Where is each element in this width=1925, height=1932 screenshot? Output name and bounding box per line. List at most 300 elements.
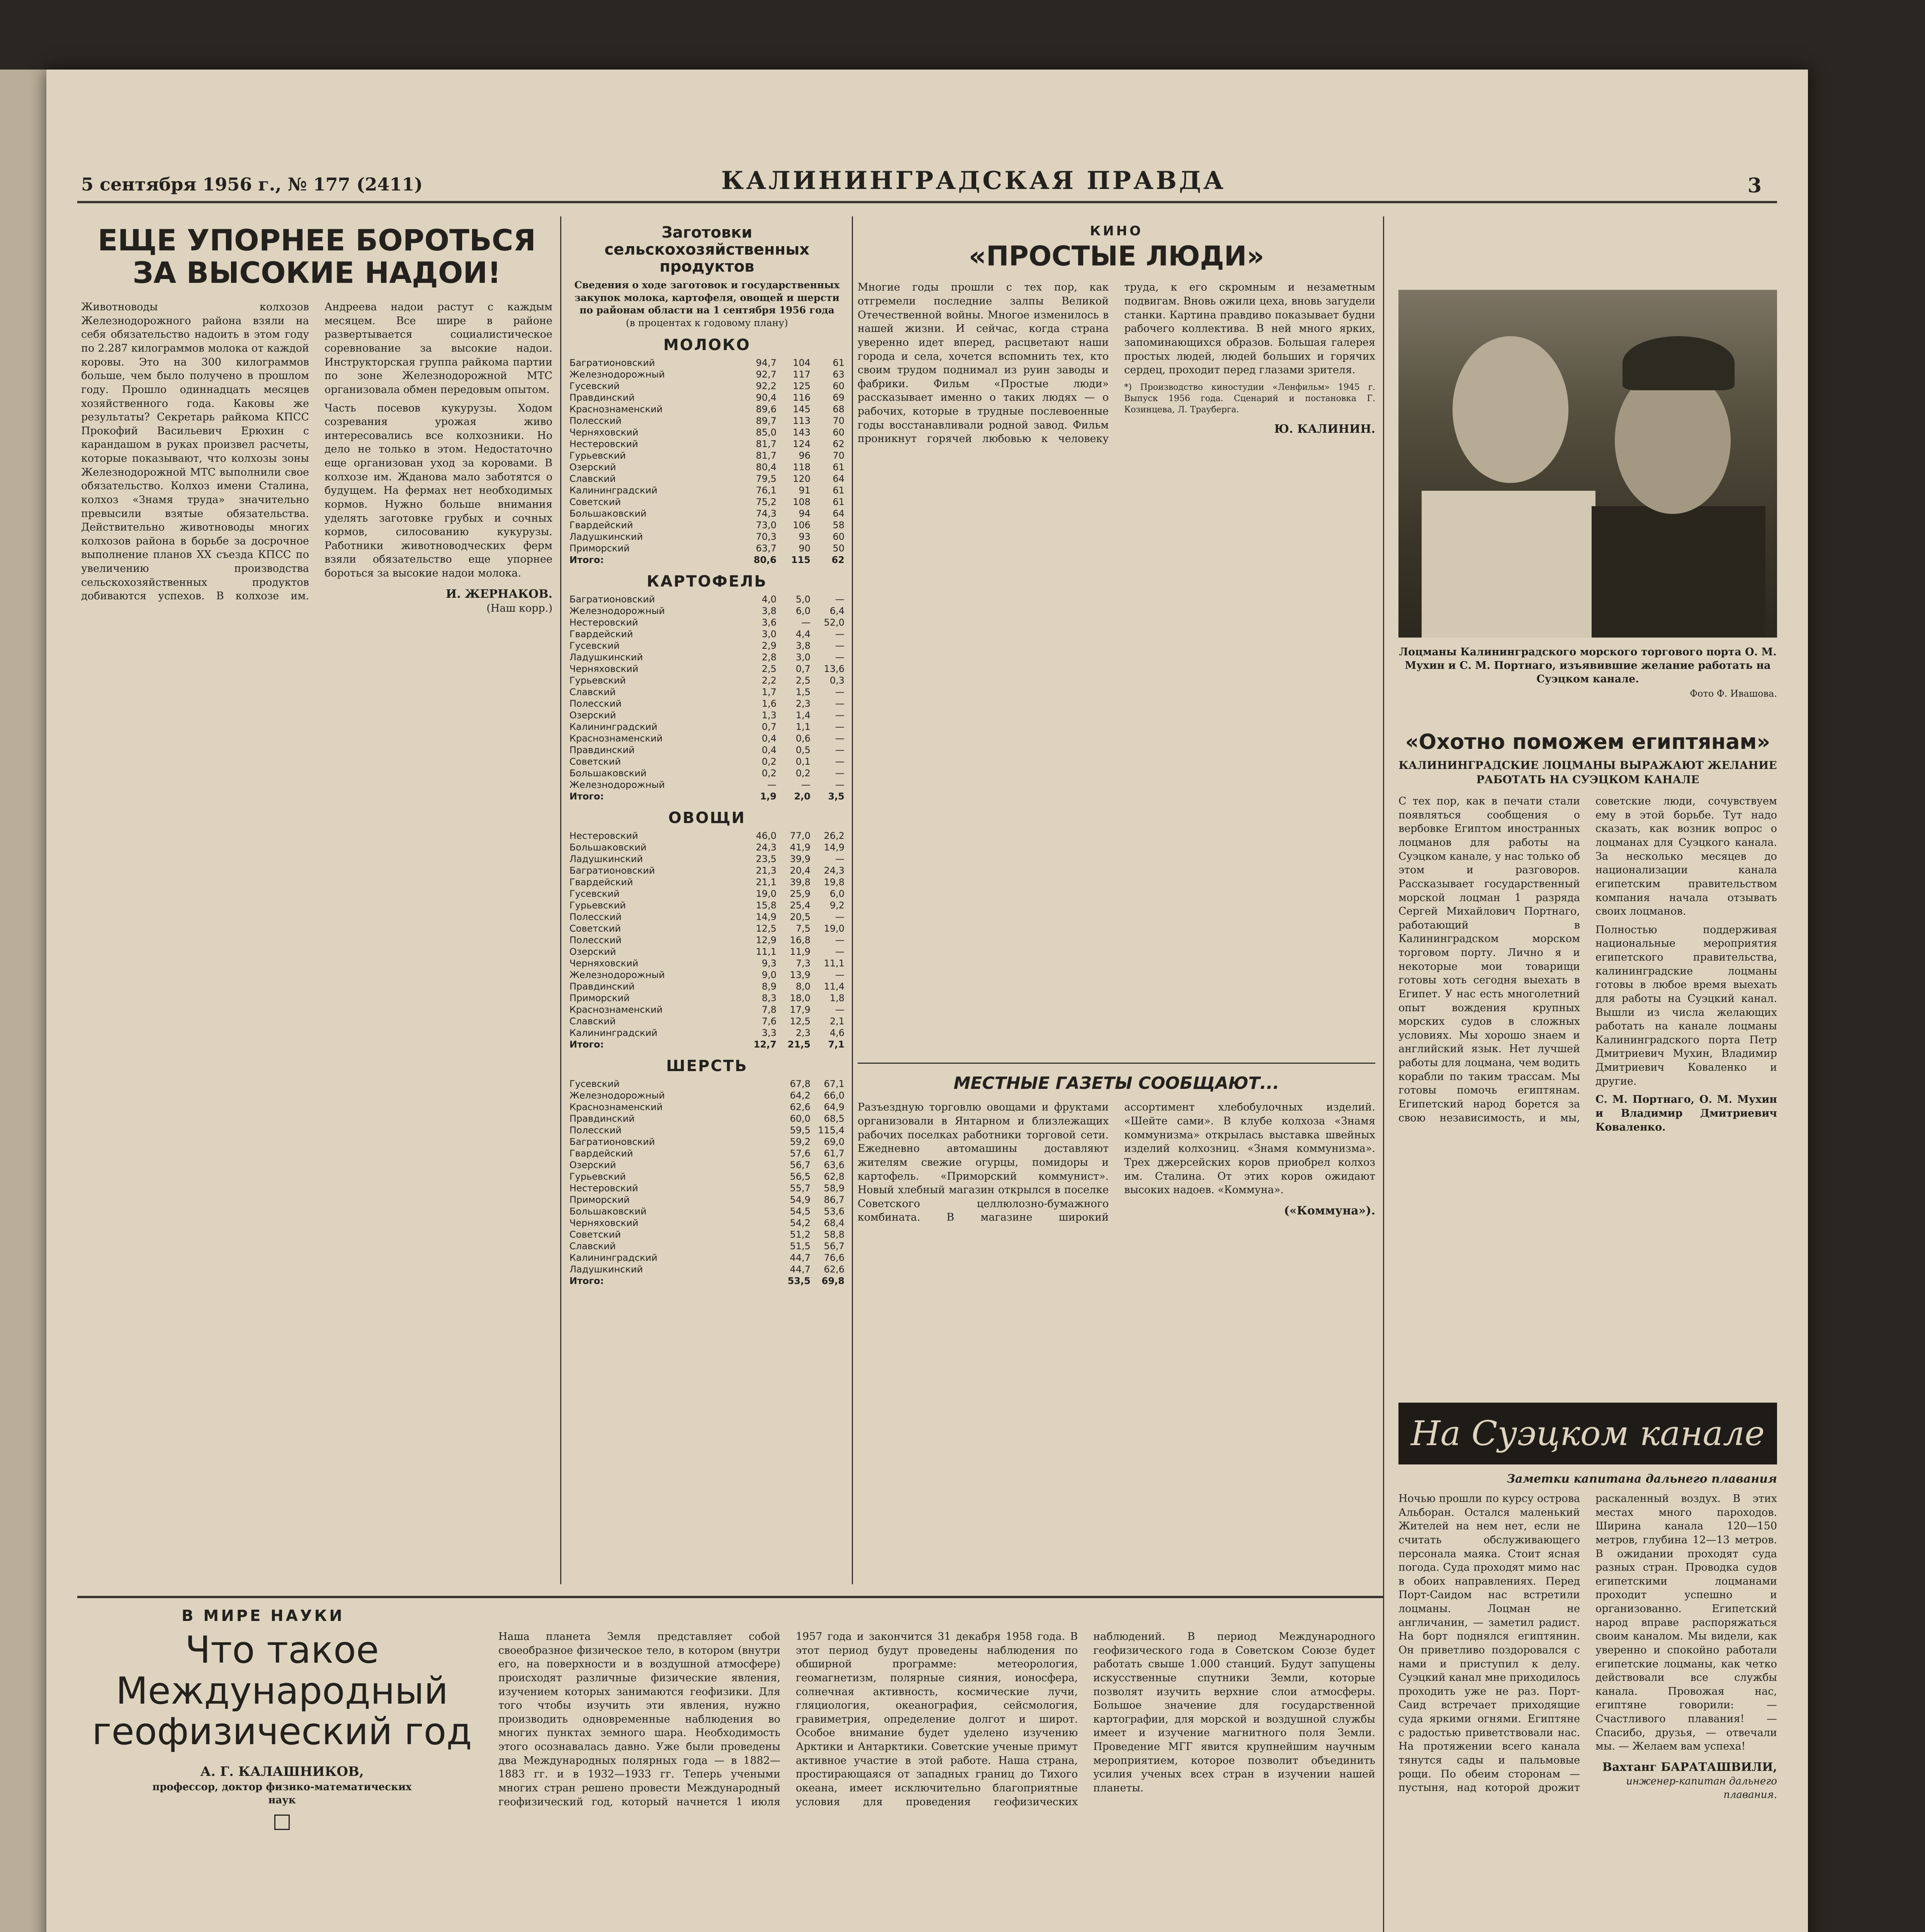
vegetable-value: 11,1 (824, 958, 844, 969)
milk-district: Багратионовский (569, 357, 655, 368)
milk-district: Полесский (569, 415, 622, 426)
vegetable-row (568, 830, 846, 842)
milk-district: Гвардейский (569, 520, 633, 531)
wool-value: 62,6 (790, 1102, 810, 1112)
egypt-article (1398, 726, 1777, 1391)
potato-district: Гвардейский (569, 629, 633, 639)
vegetable-value: 11,9 (790, 946, 810, 957)
wool-district: Гвардейский (569, 1148, 633, 1159)
wool-district: Ладушкинский (569, 1264, 643, 1275)
milk-value: 70 (833, 450, 844, 461)
vegetable-district: Славский (569, 1016, 616, 1027)
suez-kicker: Заметки капитана дальнего плавания (1507, 1472, 1777, 1486)
vegetable-district: Полесский (569, 912, 622, 922)
milk-value: 62 (831, 554, 844, 565)
vegetable-value: — (835, 969, 844, 980)
vegetable-value: 7,8 (761, 1004, 776, 1015)
wool-row (568, 1171, 846, 1182)
milk-value: 108 (793, 497, 810, 507)
vegetable-value: 12,5 (756, 923, 776, 934)
wool-district: Правдинский (569, 1113, 635, 1124)
potato-value: 0,4 (761, 745, 776, 755)
milk-value: 124 (793, 439, 810, 449)
wool-value: 54,9 (790, 1194, 810, 1205)
milk-value: 91 (799, 485, 810, 496)
suez-signature-note: инженер-капитан дальнего плавания. (1626, 1776, 1777, 1801)
vegetable-district: Багратионовский (569, 865, 655, 876)
pilots-photo (1398, 290, 1777, 638)
wool-district: Озерский (569, 1160, 616, 1170)
wool-row (568, 1090, 846, 1101)
wool-value: 59,5 (790, 1125, 810, 1136)
science-top-rule (77, 1596, 1383, 1598)
cinema-signature: Ю. КАЛИНИН. (1274, 422, 1375, 436)
vegetable-district: Гусевский (569, 888, 620, 899)
milk-value: 60 (833, 381, 844, 391)
milk-value: 143 (793, 427, 810, 438)
milk-row (568, 473, 846, 485)
wool-value: 56,7 (790, 1160, 810, 1170)
potato-value: — (835, 698, 844, 709)
wool-section-title: ШЕРСТЬ (666, 1057, 748, 1075)
vegetable-value: 12,9 (756, 935, 776, 946)
milk-value: 89,7 (756, 415, 776, 426)
milk-value: 70,3 (756, 531, 776, 542)
potato-row (568, 791, 846, 802)
milk-value: 104 (793, 357, 810, 368)
milk-row (568, 415, 846, 427)
vegetable-value: 41,9 (790, 842, 810, 853)
vegetable-value: — (835, 1004, 844, 1015)
vegetable-value: 19,8 (824, 877, 844, 888)
wool-value: 44,7 (790, 1252, 810, 1263)
vegetable-value: 77,0 (790, 830, 810, 841)
vegetable-section-title: ОВОЩИ (668, 809, 746, 827)
potato-value: — (835, 640, 844, 651)
potato-value: 0,1 (795, 756, 810, 767)
milk-district: Правдинский (569, 392, 635, 403)
vegetable-value: 9,3 (761, 958, 776, 969)
wool-value: 54,5 (790, 1206, 810, 1217)
milk-row (568, 519, 846, 531)
potato-row (568, 767, 846, 779)
milk-district: Краснознаменский (569, 404, 663, 415)
milk-value: 63 (833, 369, 844, 380)
science-body: Наша планета Земля представляет собой своеобразное физическое тело, в котором (внутри его, на поверхности и в воздушной атмосфере) происходят различные физические явления, изучением которых занимаются геофизики. Для того чтобы изучить эти явления, нужно производить одновременные наблюдения во многих пунктах земного шара. Необходимость этого осознавалась давно. Уже были проведены два Международных полярных года — в 1882—1883 гг. и в 1932—1933 гг. Теперь учеными многих стран решено провести Международный геофизический год, который начнется 1 июля 1957 года и закончится 31 декабря 1958 года. В этот период будут проведены наблюдения по обширной программе: метеорология, геомагнетизм, полярные сияния, ионосфера, солнечная активность, космические лучи, гляциология, океанография, сейсмология, гравиметрия, определение долгот и широт. Особое внимание будет уделено изучению Арктики и Антарктики. Советские ученые примут активное участие в этой работе. Наша страна, простирающаяся от западных границ до Тихого океана, имеет исключительно благоприятные условия для проведения геофизических наблюдений. В период Международного геофизического года в Советском Союзе будет работать свыше 1.000 станций. Будут запущены искусственные спутники Земли, которые позволят изучить верхние слои атмосферы. Большое значение для государственной картографии, для морской и воздушной службы имеет и изучение магнитного поля Земли. Проведение МГГ явится крупнейшим научным мероприятием, которое позволит объединить усилия ученых всех стран в изучении нашей планеты. (498, 1631, 1375, 1808)
cinema-footnote: *) Производство киностудии «Ленфильм» 1945 г. Выпуск 1956 года. Сценарий и постановка Г. Козинцева, Л. Трауберга. (1124, 382, 1375, 415)
vegetable-district: Озерский (569, 946, 616, 957)
vegetable-value: — (835, 946, 844, 957)
potato-district: Большаковский (569, 768, 647, 779)
potato-value: 0,5 (795, 745, 810, 755)
potato-row (568, 756, 846, 767)
vegetable-value: 14,9 (756, 912, 776, 922)
stats-title: Заготовки сельскохозяйственных продуктов (604, 224, 810, 276)
potato-value: — (835, 594, 844, 605)
suez-banner: На Суэцком канале (1398, 1403, 1777, 1464)
cinema-review (858, 216, 1375, 1059)
milk-value: 81,7 (756, 439, 776, 449)
milk-row (568, 427, 846, 438)
milk-district: Приморский (569, 543, 630, 554)
potato-row (568, 617, 846, 628)
milk-district: Нестеровский (569, 439, 638, 449)
milk-value: 117 (793, 369, 810, 380)
wool-district: Краснознаменский (569, 1102, 663, 1112)
potato-row (568, 779, 846, 791)
wool-row (568, 1124, 846, 1136)
vegetable-value: 3,3 (761, 1027, 776, 1038)
vegetable-row (568, 900, 846, 911)
vegetable-district: Калининградский (569, 1027, 658, 1038)
wool-district: Гурьевский (569, 1171, 626, 1182)
milk-value: 61 (833, 462, 844, 473)
potato-value: 4,0 (761, 594, 776, 605)
milk-value: 90,4 (756, 392, 776, 403)
potato-value: 0,7 (795, 663, 810, 674)
vegetable-value: 26,2 (824, 830, 844, 841)
potato-value: 2,9 (761, 640, 776, 651)
milk-value: 106 (793, 520, 810, 531)
milk-value: 64 (833, 508, 844, 519)
potato-value: — (835, 733, 844, 744)
vegetable-value: 1,8 (829, 993, 844, 1003)
vegetable-district: Гурьевский (569, 900, 626, 911)
local-news-rule (858, 1063, 1375, 1064)
wool-value: 64,2 (790, 1090, 810, 1101)
vegetable-district: Большаковский (569, 842, 647, 853)
potato-value: — (835, 652, 844, 663)
vegetable-row (568, 992, 846, 1004)
vegetable-value: 39,9 (790, 854, 810, 864)
article-high-yields-body: Животноводы колхозов Железнодорожного района взяли на себя обязательство надоить в этом году по 2.287 килограммов молока от каждой коровы. Это на 300 килограммов больше, чем было получено в прошлом году. Прошло одиннадцать месяцев хозяйственного года. Каковы же результаты? Секретарь райкома КПСС Прокофий Васильевич Ерюхин с карандашом в руках произвел расчеты, которые показывают, что колхозы зоны Железнодорожной МТС выполнили свое обязательство. Колхоз имени Сталина, колхоз «Знамя труда» значительно превысили взятые обязательства. Действительно животноводы многих колхозов района в борьбе за досрочное выполнение планов XX съезда КПСС по увеличению производства сельскохозяйственных продуктов добиваются успехов. В колхозе им. Андреева надои растут с каждым месяцем. Все шире в районе развертывается социалистическое соревнование за высокие надои. Инструкторская группа райкома партии по зоне Железнодорожной МТС организовала обмен передовым опытом. Часть посевов кукурузы. Ходом созревания урожая живо интересовались все колхозники. Но дело не только в этом. Недостаточно еще организован уход за коровами. В колхозе им. Жданова мало заботятся о будущем. На фермах нет необходимых кормов. Нужно больше внимания уделять заготовке грубых и сочных кормов, силосованию кукурузы. Работники животноводческих ферм взяли обязательство еще упорнее бороться за высокие надои молока. И. ЖЕРНАКОВ. (Наш корр.) (81, 300, 552, 616)
milk-value: 61 (833, 497, 844, 507)
potato-district: Полесский (569, 698, 622, 709)
vegetable-district: Краснознаменский (569, 1004, 663, 1015)
potato-value: 0,6 (795, 733, 810, 744)
wool-value: 44,7 (790, 1264, 810, 1275)
milk-value: 50 (833, 543, 844, 554)
potato-value: 0,7 (761, 721, 776, 732)
vegetable-value: 8,0 (795, 981, 810, 992)
vegetable-row (568, 911, 846, 923)
issue-date: 5 сентября 1956 г., № 177 (2411) (81, 174, 423, 195)
vegetable-value: 7,1 (828, 1039, 844, 1050)
milk-value: 79,5 (756, 473, 776, 484)
potato-value: — (835, 721, 844, 732)
suez-body: Ночью прошли по курсу острова Альборан. Остался маленький Жителей на нем нет, если не считать обслуживающего персонала маяка. Стоит ясная погода. Суда проходят мимо нас в обоих направлениях. Перед Порт-Саидом нас встретили лоцманы. Лоцман не англичанин, — заметил радист. На борт поднялся египтянин. Он приветливо поздоровался с нами и приступил к делу. Суэцкий канал мне приходилось проходить уже не раз. Порт-Саид встречает приходящие суда яркими огнями. Египтяне с радостью приветствовали нас. На протяжении всего канала тянутся сады и пальмовые рощи. По обеим сторонам — пустыня, над которой дрожит раскаленный воздух. В этих местах много пароходов. Ширина канала 120—150 метров, глубина 12—13 метров. В ожидании проходят суда разных стран. Проводка судов египетскими лоцманами проходит успешно и организованно. Египетский народ вправе распоряжаться своим каналом. Мы видели, как уверенно и спокойно работали египетские лоцманы, как четко действовали все службы канала. Провожая нас, египтяне говорили: — Счастливого плавания! — Спасибо, друзья, — отвечали мы. — Желаем вам успеха! Вахтанг БАРАТАШВИЛИ, инженер-капитан дальнего плавания. (1398, 1492, 1777, 1801)
vegetable-table (568, 830, 846, 1050)
page-number: 3 (1747, 174, 1762, 197)
wool-value: 57,6 (790, 1148, 810, 1159)
potato-value: — (835, 779, 844, 790)
milk-value: 73,0 (756, 520, 776, 531)
suez-signature: Вахтанг БАРАТАШВИЛИ, (1602, 1760, 1777, 1774)
photo-credit: Фото Ф. Ивашова. (1690, 688, 1777, 699)
potato-district: Гусевский (569, 640, 620, 651)
potato-value: 1,9 (760, 791, 776, 802)
potato-district: Гурьевский (569, 675, 626, 686)
milk-row (568, 357, 846, 369)
article-high-yields-signature-note: (Наш корр.) (486, 602, 552, 615)
vegetable-value: 20,4 (790, 865, 810, 876)
vegetable-value: 17,9 (790, 1004, 810, 1015)
potato-value: 3,8 (761, 605, 776, 616)
wool-value: 68,4 (824, 1218, 844, 1228)
wool-row (568, 1136, 846, 1148)
milk-value: 120 (793, 473, 810, 484)
science-article (81, 1604, 1375, 1932)
vegetable-value: 21,5 (787, 1039, 810, 1050)
vegetable-value: 24,3 (824, 865, 844, 876)
wool-value: 69,8 (821, 1276, 844, 1286)
potato-value: 0,3 (829, 675, 844, 686)
milk-value: 125 (793, 381, 810, 391)
wool-value: 51,5 (790, 1241, 810, 1252)
milk-table (568, 357, 846, 566)
milk-district: Калининградский (569, 485, 658, 496)
vegetable-value: 39,8 (790, 877, 810, 888)
milk-district: Советский (569, 497, 621, 507)
milk-value: 62 (833, 439, 844, 449)
vegetable-district: Гвардейский (569, 877, 633, 888)
potato-value: 1,7 (761, 687, 776, 697)
milk-value: 64 (833, 473, 844, 484)
potato-value: 2,8 (761, 652, 776, 663)
milk-district: Славский (569, 473, 616, 484)
wool-row (568, 1182, 846, 1194)
vegetable-district: Нестеровский (569, 830, 638, 841)
vegetable-value: 46,0 (756, 830, 776, 841)
wool-value: 55,7 (790, 1183, 810, 1194)
wool-value: 51,2 (790, 1229, 810, 1240)
milk-district: Большаковский (569, 508, 647, 519)
wool-district: Приморский (569, 1194, 630, 1205)
wool-value: 61,7 (824, 1148, 844, 1159)
vegetable-row (568, 853, 846, 865)
wool-value: 54,2 (790, 1218, 810, 1228)
local-news-sources: («Коммуна»). (1284, 1204, 1375, 1218)
wool-row (568, 1275, 846, 1287)
wool-value: 56,7 (824, 1241, 844, 1252)
vegetable-value: — (835, 854, 844, 864)
potato-value: 1,5 (795, 687, 810, 697)
milk-row (568, 380, 846, 392)
vegetable-value: 8,3 (761, 993, 776, 1003)
milk-district: Гурьевский (569, 450, 626, 461)
potato-value: — (801, 779, 810, 790)
potato-value: 1,6 (761, 698, 776, 709)
potato-value: — (767, 779, 776, 790)
potato-table (568, 594, 846, 802)
potato-value: 6,4 (829, 605, 844, 616)
potato-value: 1,3 (761, 710, 776, 721)
potato-value: 1,4 (795, 710, 810, 721)
wool-value: 56,5 (790, 1171, 810, 1182)
wool-value: 62,6 (824, 1264, 844, 1275)
previous-page-edge (0, 70, 46, 1932)
potato-value: 3,5 (828, 791, 844, 802)
wool-row (568, 1240, 846, 1252)
potato-district: Калининградский (569, 721, 658, 732)
potato-value: — (801, 617, 810, 628)
milk-value: 60 (833, 531, 844, 542)
vegetable-value: 20,5 (790, 912, 810, 922)
potato-row (568, 594, 846, 605)
vegetable-value: 7,6 (761, 1016, 776, 1027)
vegetable-value: 23,5 (756, 854, 776, 864)
wool-value: 59,2 (790, 1136, 810, 1147)
milk-district: Итого: (569, 554, 604, 565)
wool-district: Калининградский (569, 1252, 658, 1263)
vegetable-district: Полесский (569, 935, 622, 946)
potato-value: 1,1 (795, 721, 810, 732)
local-news (858, 1070, 1375, 1584)
local-news-title: МЕСТНЫЕ ГАЗЕТЫ СООБЩАЮТ... (953, 1073, 1279, 1093)
wool-district: Гусевский (569, 1078, 620, 1089)
vegetable-row (568, 865, 846, 876)
potato-row (568, 663, 846, 675)
potato-row (568, 721, 846, 733)
vegetable-row (568, 876, 846, 888)
wool-value: 63,6 (824, 1160, 844, 1170)
vegetable-value: 18,0 (790, 993, 810, 1003)
vegetable-row (568, 957, 846, 969)
milk-value: 94 (799, 508, 810, 519)
vegetable-value: 21,1 (756, 877, 776, 888)
potato-value: 3,8 (795, 640, 810, 651)
vegetable-district: Железнодорожный (569, 969, 665, 980)
wool-district: Багратионовский (569, 1136, 655, 1147)
wool-value: 60,0 (790, 1113, 810, 1124)
vegetable-value: 14,9 (824, 842, 844, 853)
vegetable-row (568, 842, 846, 853)
milk-row (568, 508, 846, 519)
wool-district: Нестеровский (569, 1183, 638, 1194)
vegetable-value: 9,0 (761, 969, 776, 980)
vegetable-district: Итого: (569, 1039, 604, 1050)
milk-row (568, 403, 846, 415)
wool-district: Железнодорожный (569, 1090, 665, 1101)
milk-value: 61 (833, 485, 844, 496)
vegetable-value: 7,5 (795, 923, 810, 934)
potato-row (568, 709, 846, 721)
wool-row (568, 1194, 846, 1206)
milk-district: Озерский (569, 462, 616, 473)
milk-value: 118 (793, 462, 810, 473)
wool-row (568, 1252, 846, 1264)
wool-value: 64,9 (824, 1102, 844, 1112)
science-author: А. Г. КАЛАШНИКОВ, (200, 1764, 364, 1779)
potato-row (568, 640, 846, 651)
vegetable-value: 4,6 (829, 1027, 844, 1038)
milk-value: 80,6 (753, 554, 776, 565)
wool-district: Большаковский (569, 1206, 647, 1217)
milk-value: 113 (793, 415, 810, 426)
potato-section-title: КАРТОФЕЛЬ (647, 573, 767, 590)
wool-value: 58,9 (824, 1183, 844, 1194)
wool-value: 115,4 (818, 1125, 844, 1136)
milk-value: 85,0 (756, 427, 776, 438)
milk-row (568, 450, 846, 461)
potato-value: 2,5 (795, 675, 810, 686)
wool-value: 53,6 (824, 1206, 844, 1217)
milk-value: 68 (833, 404, 844, 415)
milk-row (568, 438, 846, 450)
vegetable-value: 7,3 (795, 958, 810, 969)
milk-value: 93 (799, 531, 810, 542)
potato-value: 3,0 (795, 652, 810, 663)
header-rule (77, 201, 1777, 203)
potato-row (568, 698, 846, 709)
potato-value: — (835, 745, 844, 755)
wool-district: Итого: (569, 1276, 604, 1286)
stats-unit: (в процентах к годовому плану) (626, 317, 788, 328)
potato-value: 2,5 (761, 663, 776, 674)
egypt-title: «Охотно поможем египтянам» (1405, 730, 1770, 754)
column-rule-2 (852, 216, 853, 1584)
vegetable-row (568, 1039, 846, 1050)
science-author-title: профессор, доктор физико-математических наук (152, 1781, 412, 1806)
milk-value: 81,7 (756, 450, 776, 461)
vegetable-district: Правдинский (569, 981, 635, 992)
milk-value: 145 (793, 404, 810, 415)
milk-value: 60 (833, 427, 844, 438)
vegetable-value: 11,1 (756, 946, 776, 957)
science-rubric: В МИРЕ НАУКИ (182, 1607, 345, 1625)
wool-value: 62,8 (824, 1171, 844, 1182)
vegetable-district: Советский (569, 923, 621, 934)
potato-district: Черняховский (569, 663, 639, 674)
potato-row (568, 733, 846, 744)
wool-row (568, 1217, 846, 1229)
milk-row (568, 496, 846, 508)
vegetable-value: 24,3 (756, 842, 776, 853)
wool-district: Советский (569, 1229, 621, 1240)
newspaper-title: КАЛИНИНГРАДСКАЯ ПРАВДА (721, 166, 1226, 195)
vegetable-value: 19,0 (756, 888, 776, 899)
milk-value: 92,2 (756, 381, 776, 391)
vegetable-value: 9,2 (829, 900, 844, 911)
vegetable-value: 12,7 (753, 1039, 776, 1050)
wool-district: Славский (569, 1241, 616, 1252)
photo-caption-box (1398, 645, 1777, 715)
potato-district: Железнодорожный (569, 779, 665, 790)
harvest-stats (568, 216, 846, 1592)
vegetable-value: — (835, 912, 844, 922)
milk-value: 80,4 (756, 462, 776, 473)
potato-value: 13,6 (824, 663, 844, 674)
vegetable-district: Ладушкинский (569, 854, 643, 864)
potato-row (568, 744, 846, 756)
vegetable-district: Черняховский (569, 958, 639, 969)
vegetable-value: 16,8 (790, 935, 810, 946)
vegetable-value: 15,8 (756, 900, 776, 911)
wool-district: Черняховский (569, 1218, 639, 1228)
milk-value: 96 (799, 450, 810, 461)
vegetable-value: 21,3 (756, 865, 776, 876)
section-mark-icon (274, 1815, 290, 1830)
science-title: Что такое Международный геофизический год (92, 1628, 472, 1753)
article-high-yields (81, 216, 552, 1592)
potato-value: 3,6 (761, 617, 776, 628)
potato-row (568, 628, 846, 640)
milk-row (568, 461, 846, 473)
vegetable-value: 2,3 (795, 1027, 810, 1038)
milk-row (568, 485, 846, 496)
milk-district: Ладушкинский (569, 531, 643, 542)
potato-value: 0,2 (761, 756, 776, 767)
